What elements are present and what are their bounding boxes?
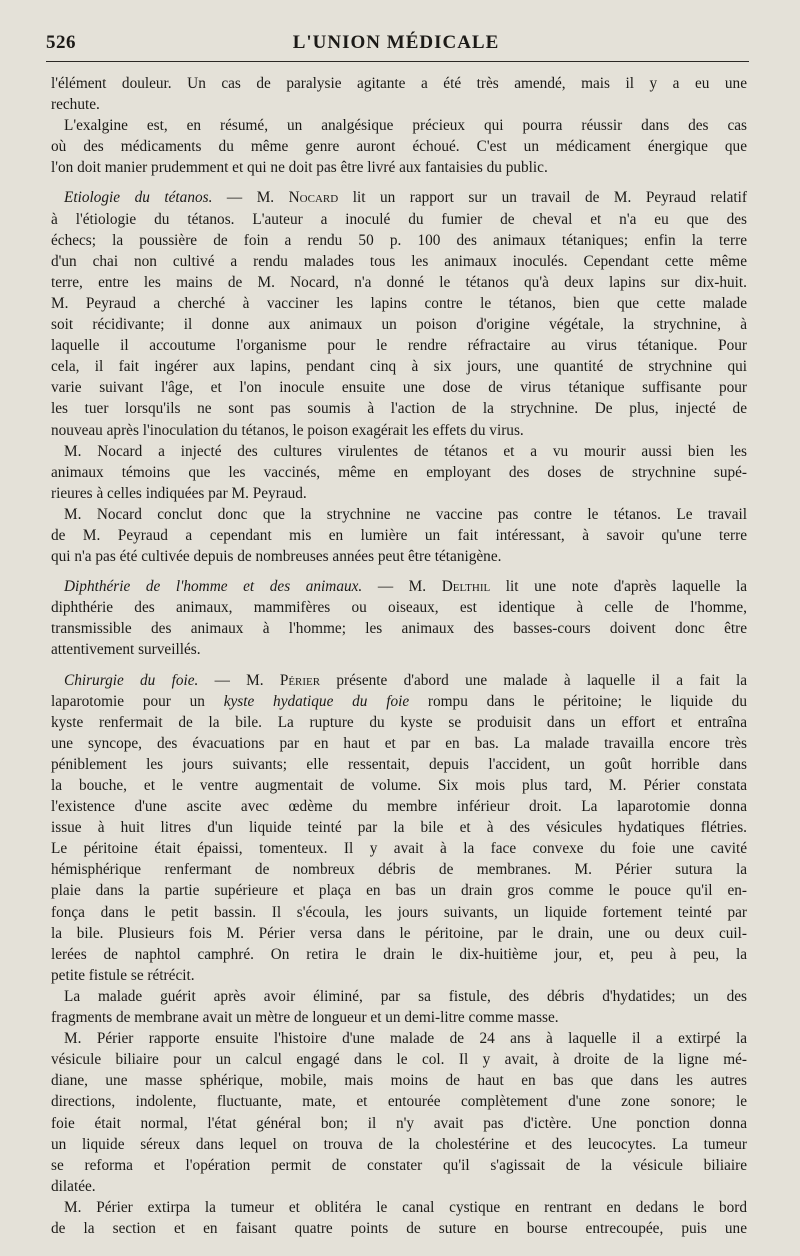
text-line: soit récidivante; il donne aux animaux un poison d'origine végétale, la strychnine, à — [51, 316, 747, 334]
text-line: cela, il fait ingérer aux lapins, pendant cinq à six jours, une quantité de strychnine qui — [51, 358, 747, 376]
text-line: M. Périer rapporte ensuite l'histoire d'une malade de 24 ans à laquelle il a extirpé la — [64, 1030, 747, 1048]
text-run: lit une note d'après laquelle la — [490, 578, 747, 596]
text-line: vésicule biliaire pour un calcul engagé dans le col. Il y avait, à droite de la ligne mé- — [51, 1051, 747, 1069]
text-run: — M. — [377, 578, 442, 596]
text-line: foie était normal, l'état général bon; il n'y avait pas d'ictère. Une ponction donna — [51, 1114, 747, 1132]
text-line: d'un chai non cultivé a rendu malades tous les animaux inoculés. Cependant cette même — [51, 252, 747, 270]
italic-text: kyste hydatique du foie — [223, 692, 428, 710]
text-line: lerées de naphtol camphré. On retira le drain le dix-huitième jour, et, peu à peu, la — [51, 945, 747, 963]
text-line — [51, 576, 747, 597]
body-text — [51, 73, 747, 1239]
text-line: nouveau après l'inoculation du tétanos, le poison exagérait les effets du virus. — [51, 421, 524, 439]
text-line: de M. Peyraud a cependant mis en lumière un fait intéressant, à savoir qu'une terre — [51, 526, 747, 544]
text-line: un liquide séreux dans lequel on trouva de la cholestérine et des leucocytes. La tumeur — [51, 1135, 747, 1153]
text-line: M. Nocard a injecté des cultures virulentes de tétanos et a vu mourir aussi bien les — [64, 442, 747, 460]
text-line: hémisphérique renfermant de nombreux débris de membranes. M. Périer sutura la — [51, 861, 747, 879]
text-line: kyste renfermait de la bile. La rupture du kyste se produisit dans un effort et entraîna — [51, 713, 747, 731]
text-line: une syncope, des évacuations par en haut et par en bas. La malade travailla encore très — [51, 734, 747, 752]
header-rule — [46, 61, 749, 62]
text-line: rieures à celles indiquées par M. Peyraud. — [51, 484, 307, 502]
text-run: — M. — [226, 189, 289, 207]
text-line — [51, 187, 747, 208]
text-line: M. Nocard conclut donc que la strychnine ne vaccine pas contre le tétanos. Le travail — [64, 505, 747, 523]
text-line: M. Périer extirpa la tumeur et oblitéra le canal cystique en rentrant en dedans le bord — [64, 1198, 747, 1216]
text-line: rechute. — [51, 96, 100, 114]
author-name: Périer — [279, 671, 321, 689]
text-run: lit un rapport sur un travail de M. Peyraud relatif — [338, 189, 747, 207]
text-line: directions, indolente, fluctuante, mate, et entourée complètement d'une zone sonore; le — [51, 1093, 747, 1111]
text-line: péniblement les jours suivants; elle ressentait, depuis l'accident, un goût horrible dans — [51, 755, 747, 773]
text-line: diphthérie des animaux, mammifères ou oiseaux, est identique à celle de l'homme, — [51, 599, 747, 617]
text-line: les tuer lorsqu'ils ne sont pas soumis à l'action de la strychnine. De plus, injecté de — [51, 400, 747, 418]
text-line: laquelle il accoutume l'organisme pour le rendre réfractaire au virus tétanique. Pour — [51, 337, 747, 355]
author-name: Nocard — [288, 189, 339, 207]
text-line: fonça dans le petit bassin. Il s'écoula, les jours suivants, un liquide fortement teinté par — [51, 903, 747, 921]
text-line: petite fistule se rétrécit. — [51, 966, 195, 984]
page-header — [46, 30, 746, 56]
text-line: la bile. Plusieurs fois M. Périer versa dans le péritoine, par le drain, une ou deux cuil- — [51, 924, 747, 942]
italic-text: Chirurgie du foie. — [64, 671, 215, 689]
text-line: où des médicaments du même genre auront échoué. C'est un médicament énergique que — [51, 138, 747, 156]
text-line: se reforma et l'opération permit de constater qu'il s'agissait de la vésicule biliaire — [51, 1156, 747, 1174]
text-line: animaux témoins que les vaccinés, même en employant des doses de strychnine supé- — [51, 463, 747, 481]
text-line: plaie dans la partie supérieure et plaça en bas un drain gros comme le pouce qu'il en- — [51, 882, 747, 900]
text-line: transmissible des animaux à l'homme; les animaux des basses-cours doivent donc être — [51, 620, 747, 638]
text-line: à l'étiologie du tétanos. L'auteur a inoculé du fumier de cheval et n'a eu que des — [51, 210, 747, 228]
text-line: de la section et en faisant quatre points de suture en bourse entrecoupée, puis une — [51, 1219, 747, 1237]
text-line: l'élément douleur. Un cas de paralysie agitante a été très amendé, mais il y a eu une — [51, 75, 747, 92]
italic-text: Diphthérie de l'homme et des animaux. — [64, 578, 378, 596]
text-run: — M. — [214, 671, 280, 689]
text-line: l'on doit manier prudemment et qui ne doit pas être livré aux fantaisies du public. — [51, 159, 548, 177]
text-line: la bouche, et le ventre augmentait de volume. Six mois plus tard, M. Périer constata — [51, 777, 747, 794]
text-line — [51, 670, 747, 691]
text-line: attentivement surveillés. — [51, 641, 201, 659]
text-line: M. Peyraud a cherché à vacciner les lapins contre le tétanos, bien que cette malade — [51, 294, 747, 312]
running-title: L'UNION MÉDICALE — [292, 32, 500, 53]
text-run: présente d'abord une malade à laquelle il a fait la — [320, 671, 747, 689]
text-line — [51, 691, 747, 712]
text-line: Le péritoine était épaissi, tomenteux. Il y avait à la face convexe du foie une cavité — [51, 840, 747, 858]
text-line: fragments de membrane avait un mètre de longueur et un demi-litre comme masse. — [51, 1009, 559, 1027]
text-line: issue à huit litres d'un liquide teinté par la bile et à des vésicules hydatiques flétries. — [51, 819, 747, 837]
text-run: rompu dans le péritoine; le liquide du — [427, 692, 747, 710]
text-line: La malade guérit après avoir éliminé, par sa fistule, des débris d'hydatides; un des — [64, 987, 747, 1005]
author-name: Delthil — [441, 578, 491, 596]
text-line: l'existence d'une ascite avec œdème du membre inférieur droit. La laparotomie donna — [51, 798, 747, 816]
text-line: L'exalgine est, en résumé, un analgésique précieux qui pourra réussir dans des cas — [64, 117, 747, 135]
text-line: dilatée. — [51, 1177, 96, 1195]
page-number: 526 — [46, 32, 76, 53]
text-line: diane, une masse sphérique, mobile, mais moins de haut en bas que dans les autres — [51, 1072, 747, 1090]
text-line: échecs; la poussière de foin a rendu 50 p. 100 des animaux tétaniques; enfin la terre — [51, 231, 747, 249]
text-line: varie suivant l'âge, et l'on inocule ensuite une dose de virus tétanique suffisante pour — [51, 379, 747, 397]
text-run: laparotomie pour un — [51, 692, 224, 710]
text-line: qui n'a pas été cultivée depuis de nombreuses années peut être tétanigène. — [51, 548, 502, 566]
italic-text: Etiologie du tétanos. — [64, 189, 227, 207]
text-line: terre, entre les mains de M. Nocard, n'a donné le tétanos qu'à deux lapins sur dix-huit. — [51, 273, 747, 291]
